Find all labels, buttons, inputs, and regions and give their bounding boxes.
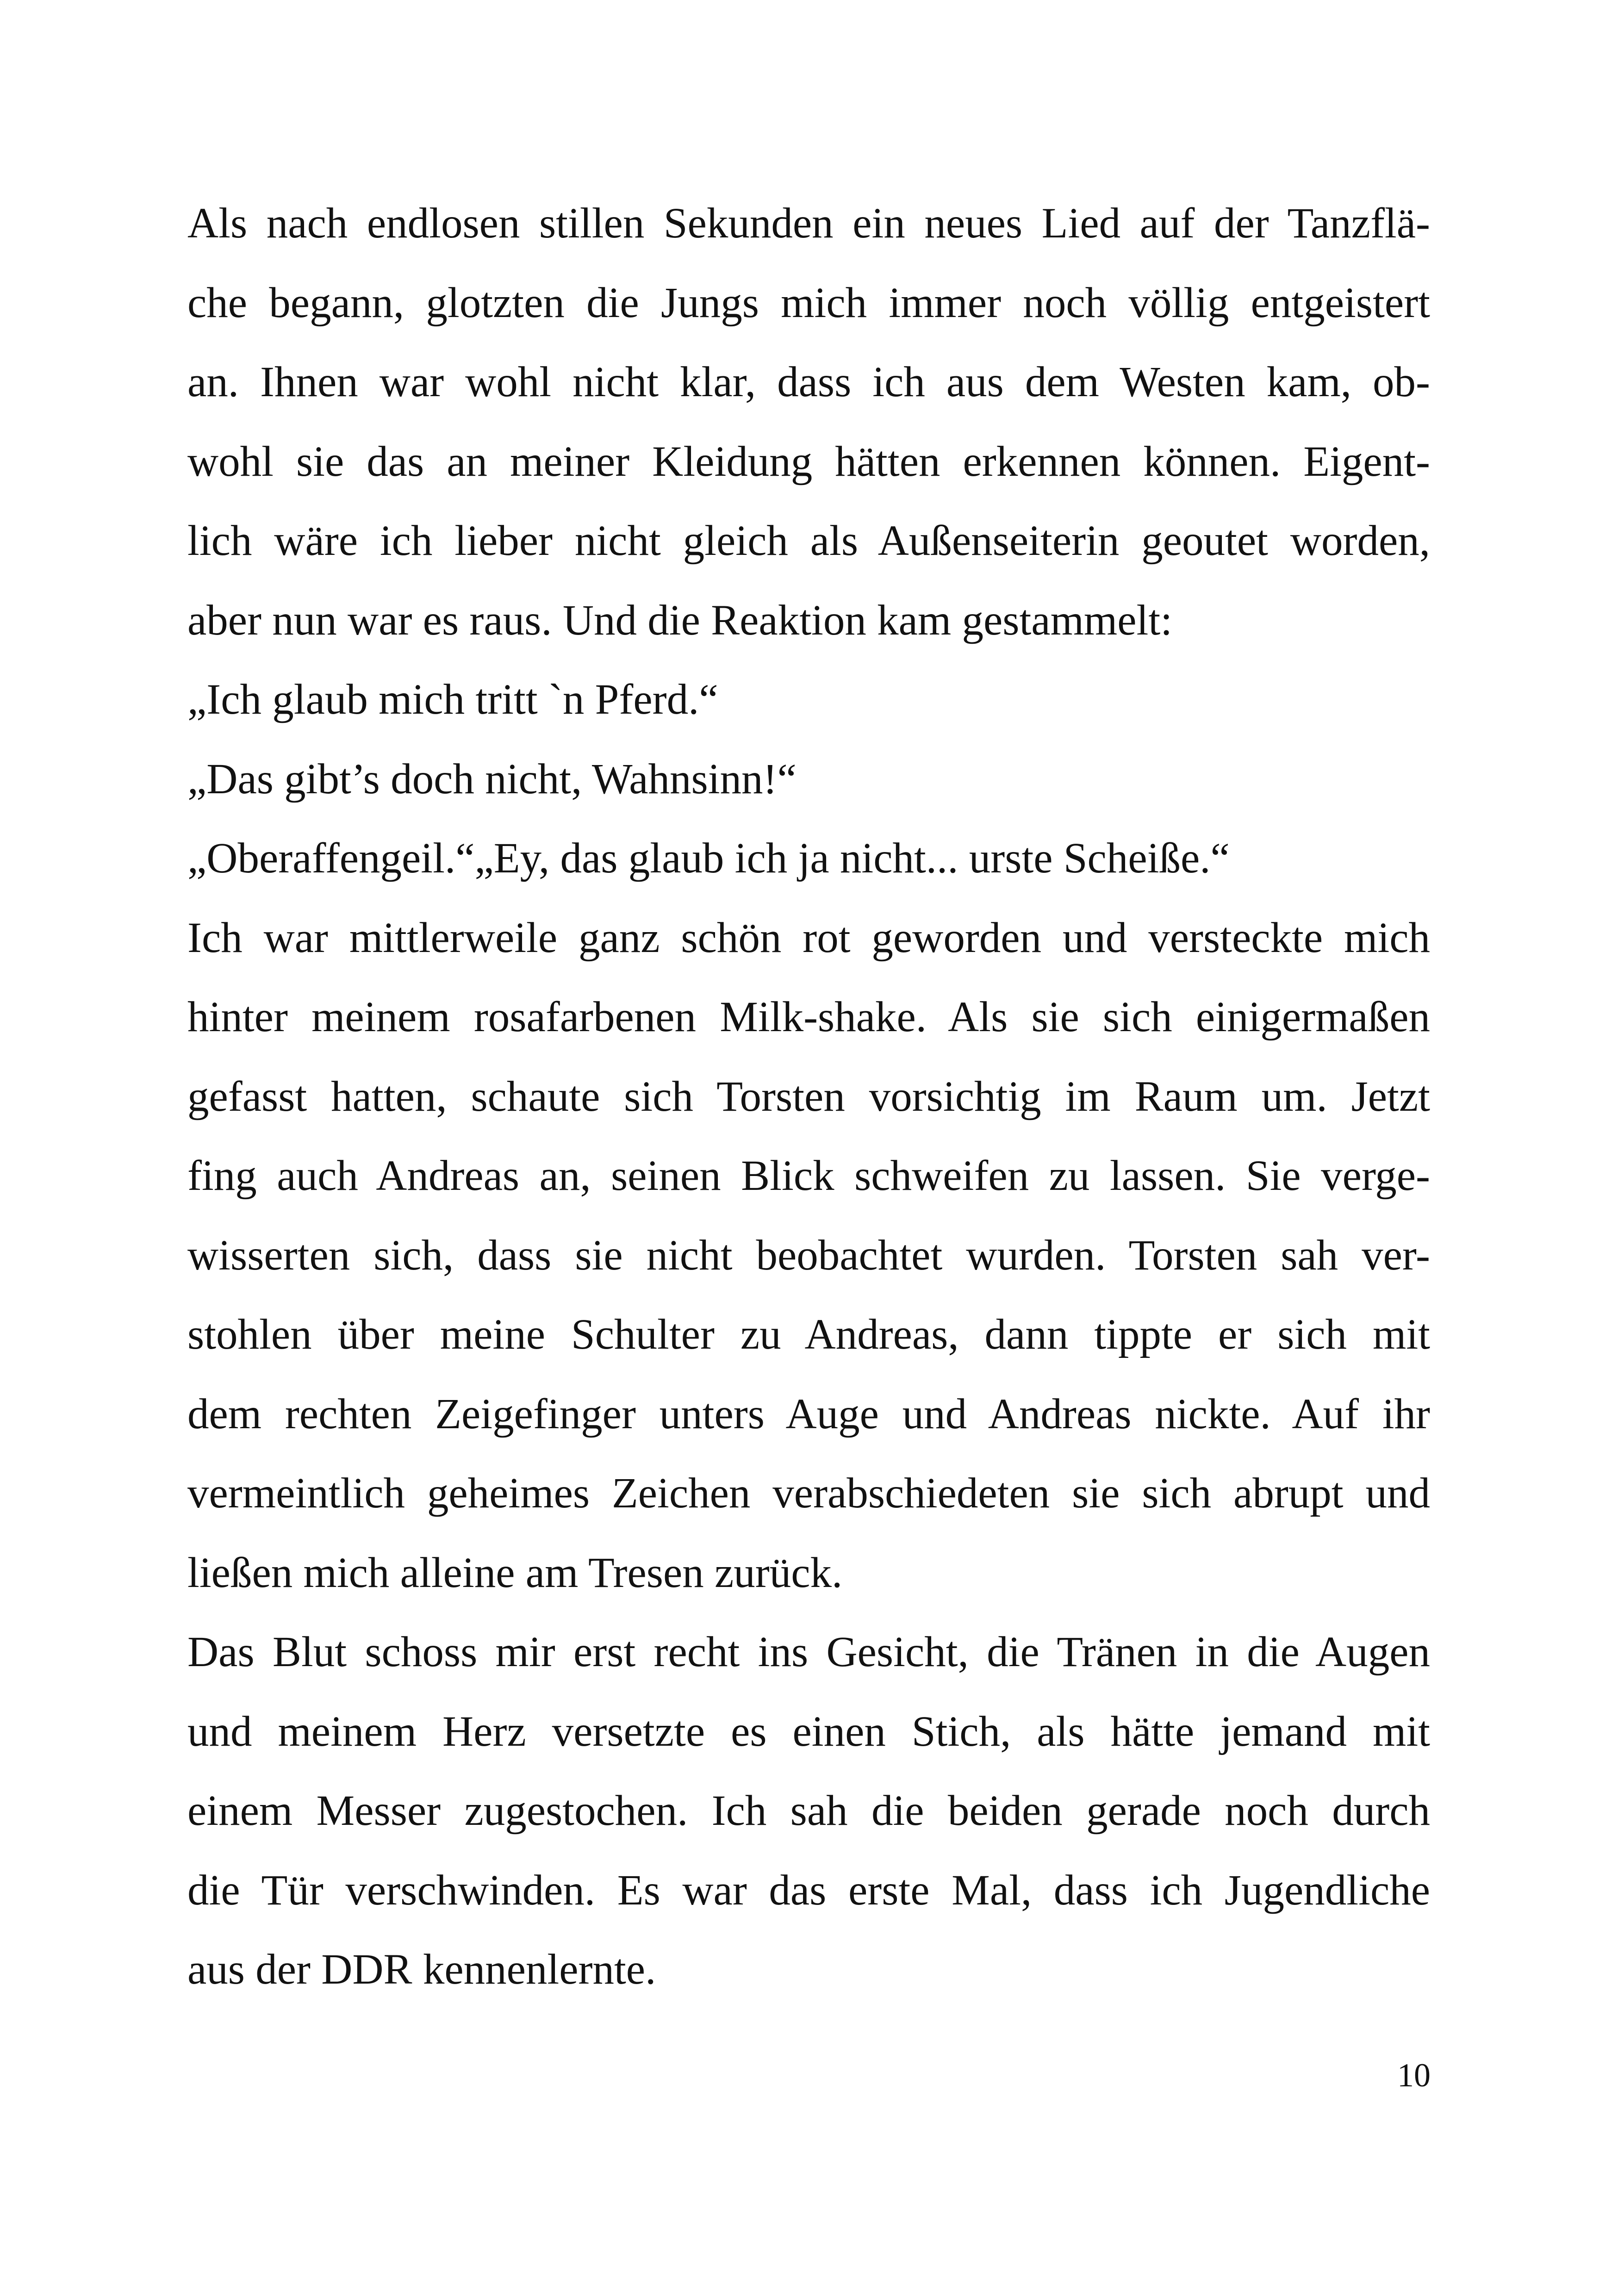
text-line: aus der DDR kennenlernte. [187,1946,656,1993]
text-line: einem Messer zugestochen. Ich sah die beiden gerade noch durch [187,1787,1430,1835]
text-line: fing auch Andreas an, seinen Blick schweifen zu lassen. Sie verge- [187,1152,1430,1200]
text-line: Als nach endlosen stillen Sekunden ein neues Lied auf der Tanzflä- [187,199,1430,247]
text-line: vermeintlich geheimes Zeichen verabschiedeten sie sich abrupt und [187,1469,1430,1517]
text-line: hinter meinem rosafarbenen Milk-shake. Als sie sich einigermaßen [187,993,1430,1041]
text-line: „Ich glaub mich tritt `n Pferd.“ [187,676,718,723]
text-line: stohlen über meine Schulter zu Andreas, dann tippte er sich mit [187,1311,1430,1358]
text-line: dem rechten Zeigefinger unters Auge und Andreas nickte. Auf ihr [187,1390,1430,1438]
body-text [187,184,1430,2010]
text-line: Das Blut schoss mir erst recht ins Gesicht, die Tränen in die Augen [187,1628,1430,1676]
text-line: wohl sie das an meiner Kleidung hätten erkennen können. Eigent- [187,437,1430,485]
text-line: und meinem Herz versetzte es einen Stich, als hätte jemand mit [187,1707,1430,1755]
text-line: an. Ihnen war wohl nicht klar, dass ich aus dem Westen kam, ob- [187,358,1430,406]
page-number: 10 [1397,2057,1431,2094]
text-line: Ich war mittlerweile ganz schön rot geworden und versteckte mich [187,914,1430,962]
text-line: gefasst hatten, schaute sich Torsten vorsichtig im Raum um. Jetzt [187,1072,1430,1120]
text-line: ließen mich alleine am Tresen zurück. [187,1549,843,1597]
text-line: wisserten sich, dass sie nicht beobachtet wurden. Torsten sah ver- [187,1231,1430,1279]
text-line: lich wäre ich lieber nicht gleich als Außenseiterin geoutet worden, [187,517,1430,565]
text-line: aber nun war es raus. Und die Reaktion kam gestammelt: [187,596,1173,644]
text-line: „Oberaffengeil.“„Ey, das glaub ich ja nicht... urste Scheiße.“ [187,834,1230,882]
text-line: che begann, glotzten die Jungs mich immer noch völlig entgeistert [187,279,1430,327]
text-line: „Das gibt’s doch nicht, Wahnsinn!“ [187,755,797,803]
text-line: die Tür verschwinden. Es war das erste Mal, dass ich Jugendliche [187,1866,1430,1914]
